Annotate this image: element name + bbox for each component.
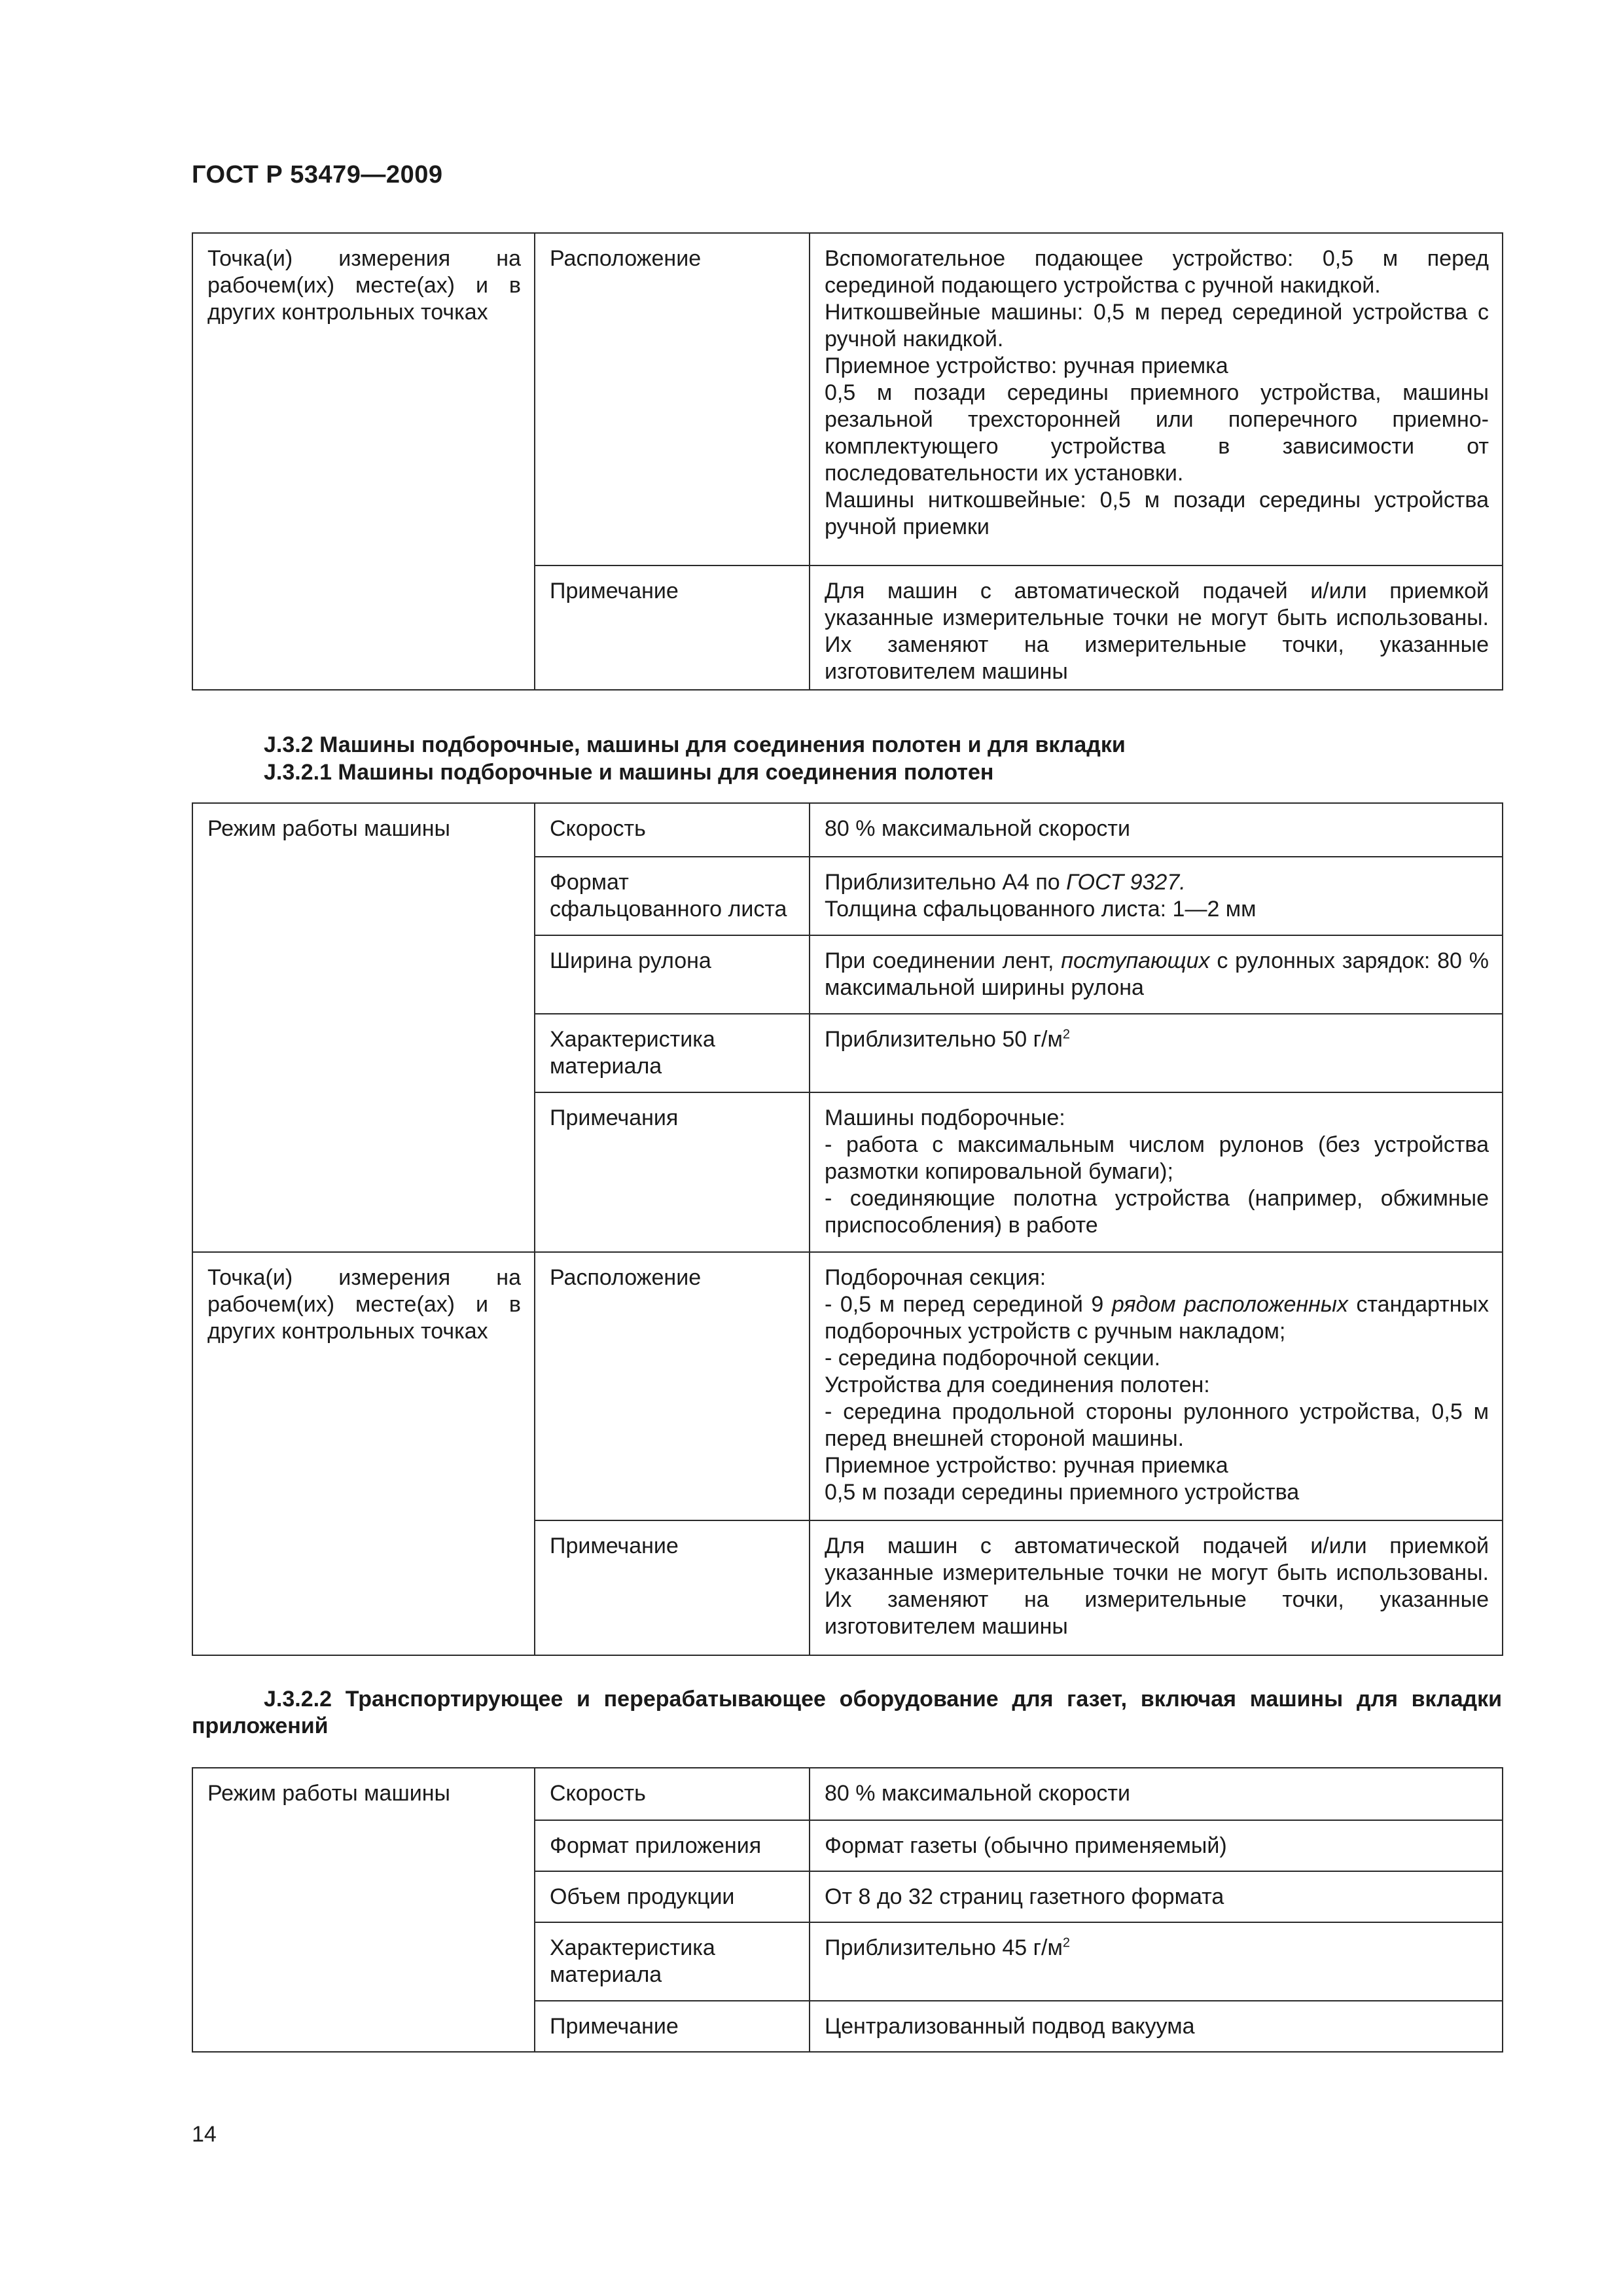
table-row — [192, 1252, 1503, 1520]
value-line: Приемное устройство: ручная приемка — [825, 1453, 1228, 1478]
value-text: - 0,5 м перед серединой 9 — [825, 1292, 1112, 1317]
value-text: с рулонных зарядок: 80 % максимальной ширины рулона — [825, 948, 1489, 1000]
value-line: - работа с максимальным числом рулонов (без устройства размотки копировальной бумаги); — [825, 1132, 1489, 1184]
section-heading: J.3.2 Машины подборочные, машины для соединения полотен и для вкладки — [264, 732, 1126, 757]
value-cell: Формат газеты (обычно применяемый) — [810, 1820, 1503, 1871]
operating-mode-table-3 — [192, 1767, 1503, 2053]
param-cell: Режим работы машины — [192, 803, 535, 1252]
value-cell — [810, 857, 1503, 935]
param-cell: Режим работы машины — [192, 1768, 535, 2052]
value-line: 0,5 м позади середины приемного устройства, машины резальной трехсторонней или поперечного приемно-комплектующего устройства в зависимости от последовательности их установки. — [825, 380, 1489, 486]
value-text: Приблизительно 50 г/м — [825, 1027, 1063, 1052]
standard-reference: ГОСТ 9327. — [1066, 870, 1186, 895]
value-line — [825, 1291, 1489, 1345]
value-italic: поступающих — [1061, 948, 1210, 973]
sub-param-cell: Скорость — [535, 803, 810, 857]
value-line: Подборочная секция: — [825, 1265, 1046, 1290]
superscript: 2 — [1062, 1935, 1070, 1950]
sub-param-cell: Примечания — [535, 1092, 810, 1252]
sub-param-cell: Характеристика материала — [535, 1922, 810, 2001]
value-cell — [810, 935, 1503, 1014]
value-cell — [810, 1014, 1503, 1092]
value-cell: Для машин с автоматической подачей и/или приемкой указанные измерительные точки не могут быть использованы. Их заменяют на измерительные точки, указанные изготовителем машины — [810, 1520, 1503, 1655]
sub-param-cell: Формат сфальцованного листа — [535, 857, 810, 935]
subsection-heading: J.3.2.1 Машины подборочные и машины для соединения полотен — [264, 760, 994, 785]
value-line: Устройства для соединения полотен: — [825, 1372, 1210, 1397]
sub-param-cell: Формат приложения — [535, 1820, 810, 1871]
operating-mode-table-2 — [192, 802, 1503, 1656]
value-line: Толщина сфальцованного листа: 1—2 мм — [825, 897, 1257, 922]
value-line: - середина подборочной секции. — [825, 1346, 1161, 1371]
sub-param-cell: Примечание — [535, 1520, 810, 1655]
superscript: 2 — [1062, 1027, 1070, 1042]
sub-param-cell: Расположение — [535, 233, 810, 565]
value-cell: 80 % максимальной скорости — [810, 1768, 1503, 1820]
sub-param-cell: Характеристика материала — [535, 1014, 810, 1092]
sub-param-cell: Ширина рулона — [535, 935, 810, 1014]
table-row — [192, 233, 1503, 565]
subsection-heading: J.3.2.2 Транспортирующее и перерабатывающее оборудование для газет, включая машины для вкладки приложений — [192, 1687, 1502, 1738]
value-text: Приблизительно А4 по — [825, 870, 1067, 895]
value-cell — [810, 1922, 1503, 2001]
value-italic: рядом расположенных — [1111, 1292, 1348, 1317]
sub-param-cell: Расположение — [535, 1252, 810, 1520]
value-line: - середина продольной стороны рулонного устройства, 0,5 м перед внешней стороной машины. — [825, 1399, 1489, 1451]
table-row — [192, 1768, 1503, 1820]
page-number: 14 — [192, 2122, 217, 2147]
document-code-header: ГОСТ Р 53479—2009 — [192, 161, 443, 188]
value-line: Ниткошвейные машины: 0,5 м перед серединой устройства с ручной накидкой. — [825, 300, 1489, 351]
value-text: стандартных подборочных устройств с ручным накладом; — [825, 1292, 1489, 1344]
value-cell — [810, 1252, 1503, 1520]
param-cell: Точка(и) измерения на рабочем(их) месте(ах) и в других контрольных точках — [192, 233, 535, 690]
value-text: При соединении лент, — [825, 948, 1061, 973]
value-cell: 80 % максимальной скорости — [810, 803, 1503, 857]
table-row — [192, 803, 1503, 857]
value-line: - соединяющие полотна устройства (например, обжимные приспособления) в работе — [825, 1186, 1489, 1238]
value-line: 0,5 м позади середины приемного устройства — [825, 1480, 1300, 1505]
value-cell — [810, 233, 1503, 565]
measurement-points-table-1 — [192, 232, 1503, 691]
value-cell — [810, 1092, 1503, 1252]
value-cell: От 8 до 32 страниц газетного формата — [810, 1871, 1503, 1922]
value-line: Приемное устройство: ручная приемка — [825, 353, 1228, 378]
sub-param-cell: Примечание — [535, 2001, 810, 2052]
value-line: Вспомогательное подающее устройство: 0,5 м перед серединой подающего устройства с ручной накидкой. — [825, 246, 1489, 298]
sub-param-cell: Скорость — [535, 1768, 810, 1820]
value-line: Машины подборочные: — [825, 1105, 1065, 1130]
value-cell: Для машин с автоматической подачей и/или приемкой указанные измерительные точки не могут быть использованы. Их заменяют на измерительные точки, указанные изготовителем машины — [810, 565, 1503, 690]
param-cell: Точка(и) измерения на рабочем(их) месте(ах) и в других контрольных точках — [192, 1252, 535, 1655]
sub-param-cell: Примечание — [535, 565, 810, 690]
value-cell: Централизованный подвод вакуума — [810, 2001, 1503, 2052]
value-line: Машины ниткошвейные: 0,5 м позади середины устройства ручной приемки — [825, 488, 1489, 539]
value-text: Приблизительно 45 г/м — [825, 1935, 1063, 1960]
sub-param-cell: Объем продукции — [535, 1871, 810, 1922]
